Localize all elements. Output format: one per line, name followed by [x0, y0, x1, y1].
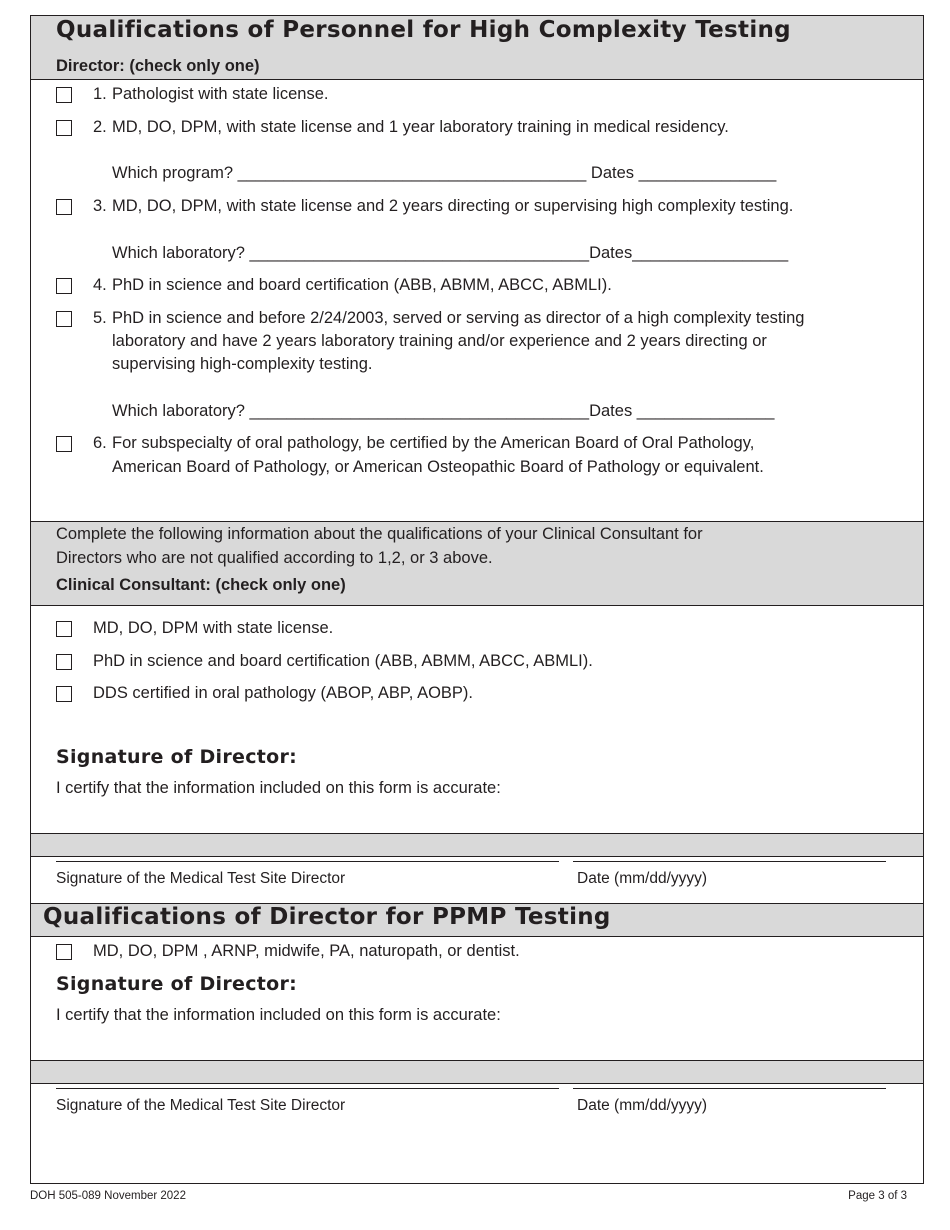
consultant-option-1-checkbox[interactable] — [56, 621, 72, 637]
item-number: 1. — [93, 85, 107, 103]
consultant-option-2-checkbox[interactable] — [56, 654, 72, 670]
which-laboratory-field[interactable]: Which laboratory? _____________________________________Dates _______________ — [112, 402, 775, 420]
item-number: 3. — [93, 197, 107, 215]
director-option-1-text: Pathologist with state license. — [112, 85, 329, 103]
signature-heading: Signature of Director: — [56, 746, 298, 768]
consultant-intro-line1: Complete the following information about the qualifications of your Clinical Consultant for — [56, 525, 703, 543]
director-option-2-text: MD, DO, DPM, with state license and 1 year laboratory training in medical residency. — [112, 118, 729, 136]
section-title: Qualifications of Personnel for High Complexity Testing — [56, 17, 791, 43]
signature-label: Signature of the Medical Test Site Director — [56, 870, 346, 887]
signature-line[interactable] — [56, 861, 559, 862]
certify-text: I certify that the information included on this form is accurate: — [56, 1006, 501, 1024]
director-option-3-text: MD, DO, DPM, with state license and 2 years directing or supervising high complexity testing. — [112, 197, 794, 215]
director-heading: Director: (check only one) — [56, 57, 260, 75]
consultant-option-3-checkbox[interactable] — [56, 686, 72, 702]
consultant-option-1-text: MD, DO, DPM with state license. — [93, 619, 334, 637]
director-option-5-checkbox[interactable] — [56, 311, 72, 327]
section-title: Qualifications of Director for PPMP Testing — [43, 904, 611, 930]
divider — [31, 79, 923, 80]
consultant-intro-line2: Directors who are not qualified according to 1,2, or 3 above. — [56, 549, 493, 567]
certify-text: I certify that the information included on this form is accurate: — [56, 779, 501, 797]
director-option-1-checkbox[interactable] — [56, 87, 72, 103]
director-option-5-text-line3: supervising high-complexity testing. — [112, 355, 373, 373]
director-option-4-checkbox[interactable] — [56, 278, 72, 294]
signature-band — [31, 834, 923, 856]
divider — [31, 856, 923, 857]
date-line[interactable] — [573, 861, 886, 862]
divider — [31, 936, 923, 937]
page-number: Page 3 of 3 — [848, 1190, 907, 1202]
director-option-5-text-line1: PhD in science and before 2/24/2003, served or serving as director of a high complexity testing — [112, 309, 805, 327]
which-laboratory-field[interactable]: Which laboratory? _____________________________________Dates_________________ — [112, 244, 789, 262]
signature-line[interactable] — [56, 1088, 559, 1089]
consultant-option-2-text: PhD in science and board certification (ABB, ABMM, ABCC, ABMLI). — [93, 652, 593, 670]
director-option-6-checkbox[interactable] — [56, 436, 72, 452]
director-option-6-text-line1: For subspecialty of oral pathology, be certified by the American Board of Oral Pathology, — [112, 434, 755, 452]
ppmp-option-checkbox[interactable] — [56, 944, 72, 960]
date-label: Date (mm/dd/yyyy) — [577, 1097, 708, 1114]
director-option-4-text: PhD in science and board certification (ABB, ABMM, ABCC, ABMLI). — [112, 276, 612, 294]
consultant-option-3-text: DDS certified in oral pathology (ABOP, ABP, AOBP). — [93, 684, 473, 702]
form-id: DOH 505-089 November 2022 — [30, 1190, 186, 1202]
consultant-heading: Clinical Consultant: (check only one) — [56, 576, 346, 594]
director-option-5-text-line2: laboratory and have 2 years laboratory training and/or experience and 2 years directing or — [112, 332, 767, 350]
item-number: 2. — [93, 118, 107, 136]
date-label: Date (mm/dd/yyyy) — [577, 870, 708, 887]
divider — [31, 1083, 923, 1084]
item-number: 4. — [93, 276, 107, 294]
ppmp-option-text: MD, DO, DPM , ARNP, midwife, PA, naturopath, or dentist. — [93, 942, 520, 960]
which-program-field[interactable]: Which program? ______________________________________ Dates _______________ — [112, 164, 777, 182]
item-number: 5. — [93, 309, 107, 327]
director-option-3-checkbox[interactable] — [56, 199, 72, 215]
item-number: 6. — [93, 434, 107, 452]
signature-band — [31, 1061, 923, 1083]
date-line[interactable] — [573, 1088, 886, 1089]
divider — [31, 605, 923, 606]
director-option-6-text-line2: American Board of Pathology, or American Osteopathic Board of Pathology or equivalent. — [112, 458, 764, 476]
director-option-2-checkbox[interactable] — [56, 120, 72, 136]
signature-label: Signature of the Medical Test Site Director — [56, 1097, 346, 1114]
signature-heading: Signature of Director: — [56, 973, 298, 995]
